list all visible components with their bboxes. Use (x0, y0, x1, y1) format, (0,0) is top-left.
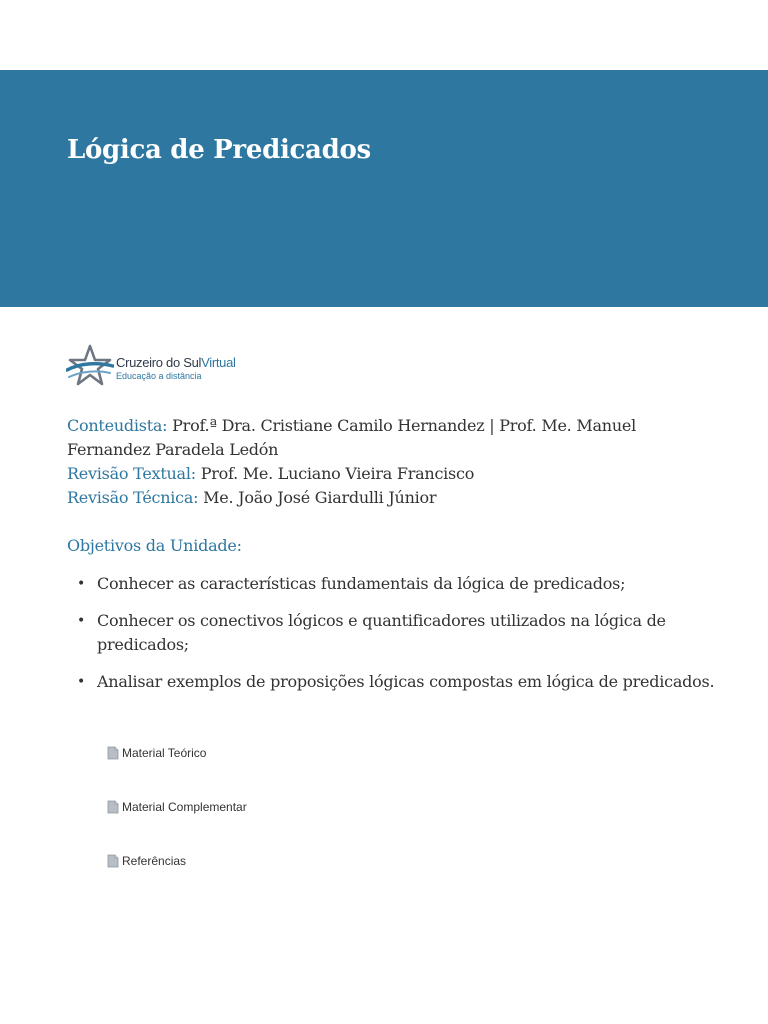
cruzeiro-do-sul-logo (66, 343, 256, 389)
document-icon (107, 800, 119, 814)
material-link-referencias[interactable] (107, 851, 186, 871)
list-item (77, 572, 717, 596)
objective-text: Conhecer as características fundamentais da lógica de predicados; (97, 574, 626, 593)
material-label[interactable]: Material Teórico (122, 746, 207, 760)
logo-tagline: Educação a distância (116, 371, 202, 381)
objective-text: Conhecer os conectivos lógicos e quantificadores utilizados na lógica de predicados; (97, 611, 666, 654)
logo-name (116, 355, 236, 370)
material-label[interactable]: Referências (122, 854, 187, 868)
logo-name-accent: Virtual (201, 355, 236, 370)
credits-block (67, 414, 687, 510)
page-title: Lógica de Predicados (67, 135, 371, 165)
objective-text: Analisar exemplos de proposições lógicas compostas em lógica de predicados. (97, 672, 715, 691)
bullet-icon: • (77, 613, 86, 629)
logo-name-main: Cruzeiro do Sul (116, 355, 202, 370)
bullet-icon: • (77, 576, 86, 592)
material-label[interactable]: Material Complementar (122, 800, 247, 814)
credit-text-review (67, 462, 687, 486)
credit-value: Prof.ª Dra. Cristiane Camilo Hernandez | Prof. Me. Manuel Fernandez Paradela Ledón (67, 416, 636, 459)
document-icon (107, 854, 119, 868)
list-item (77, 609, 717, 657)
bullet-icon: • (77, 674, 86, 690)
objectives-title: Objetivos da Unidade: (67, 536, 242, 555)
credit-author (67, 414, 687, 462)
objectives-list (67, 572, 717, 707)
credit-value: Prof. Me. Luciano Vieira Francisco (200, 464, 475, 483)
credit-label: Conteudista: (67, 416, 168, 435)
credit-tech-review (67, 486, 687, 510)
list-item (77, 670, 717, 694)
credit-label: Revisão Técnica: (67, 488, 199, 507)
credit-value: Me. João José Giardulli Júnior (203, 488, 437, 507)
star-logo-icon (66, 343, 114, 389)
document-icon (107, 746, 119, 760)
credit-label: Revisão Textual: (67, 464, 196, 483)
material-link-complementar[interactable] (107, 797, 247, 817)
header-banner (0, 70, 768, 307)
material-link-teorico[interactable] (107, 743, 206, 763)
